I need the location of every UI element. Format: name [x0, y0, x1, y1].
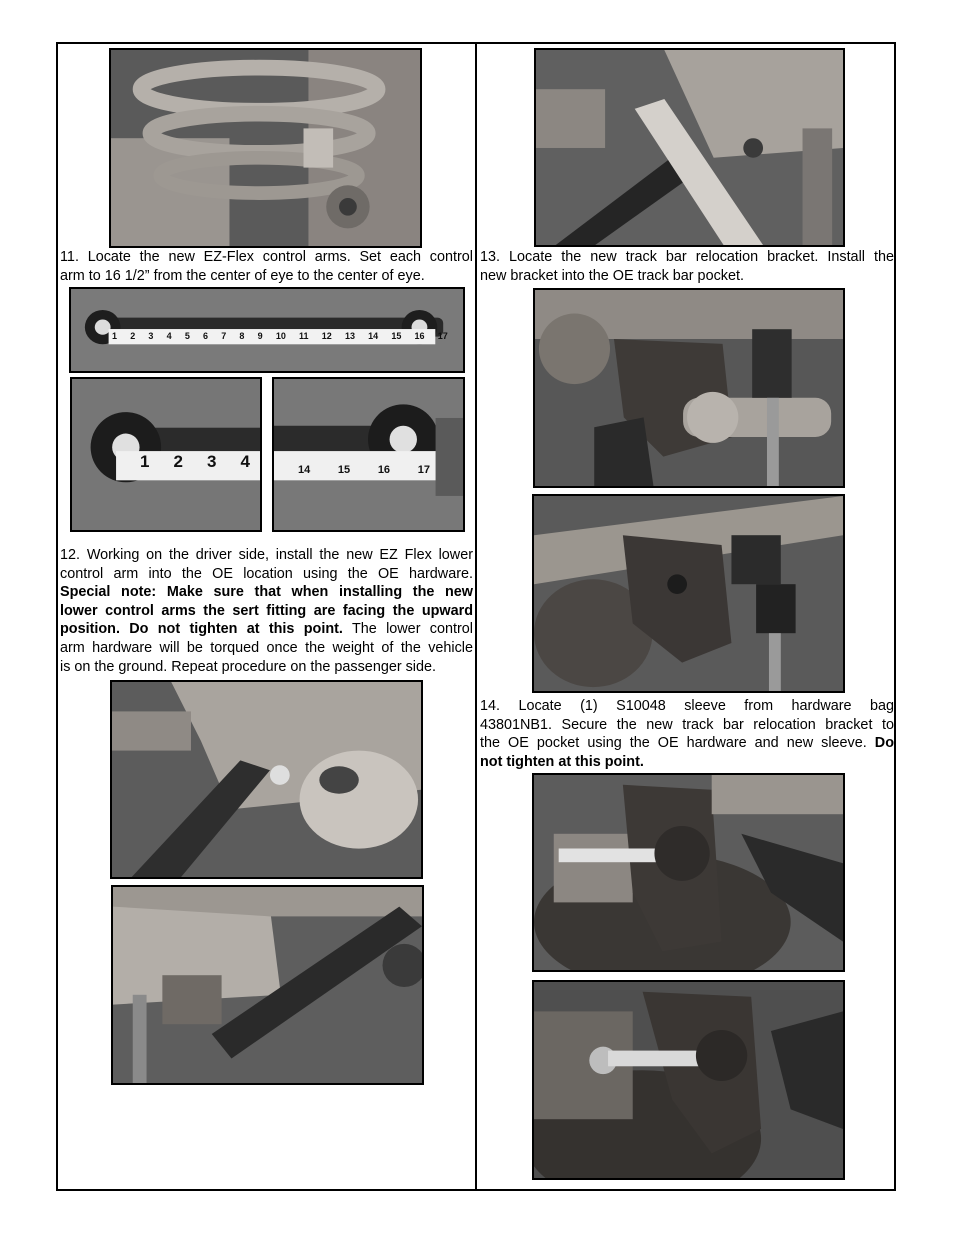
photo-installing-lower-arm [110, 680, 423, 879]
tape-tick-label: 1 [112, 331, 118, 341]
special-note-bold: Special note: Make sure that when installing the new [60, 584, 473, 601]
special-note-bold: lower control arms the sert fitting are facing the upward [60, 602, 473, 619]
step-12-line-1: 12. Working on the driver side, install the new EZ Flex lower [60, 547, 473, 563]
step-12-line-5-rest: The lower control [342, 621, 473, 638]
tape-tick-label: 2 [173, 452, 183, 471]
tape-tick-label: 7 [221, 331, 227, 341]
step-14-line-3-text: the OE pocket using the OE hardware and new sleeve. [480, 735, 867, 752]
tape-tick-label: 11 [299, 331, 309, 341]
tape-tick-label: 15 [391, 331, 402, 341]
column-divider [475, 42, 477, 1191]
tape-tick-label: 17 [437, 331, 448, 341]
tape-tick-label: 14 [298, 464, 311, 476]
step-14-line-4 [480, 753, 894, 772]
step-12-line-6: arm hardware will be torqued once the weight of the vehicle [60, 639, 473, 656]
tape-tick-label: 3 [148, 331, 154, 341]
tape-end-labels [298, 464, 430, 478]
tape-tick-label: 17 [417, 464, 430, 476]
tape-tick-label: 2 [130, 331, 136, 341]
step-14-line-3 [480, 734, 894, 753]
step-11-line-1: 11. Locate the new EZ-Flex control arms. Set each control [60, 249, 473, 265]
photo-bracket-in-place [532, 494, 845, 693]
tape-tick-label: 3 [207, 452, 217, 471]
step-14-text [480, 697, 894, 771]
do-not-tighten-bold: not tighten at this point. [480, 753, 644, 770]
step-14-line-2: 43801NB1. Secure the new track bar relocation bracket to [480, 716, 894, 733]
tape-tick-label: 9 [257, 331, 263, 341]
step-11-line-2: arm to 16 1/2” from the center of eye to the center of eye. [60, 267, 425, 284]
photo-bracket-secured [532, 980, 845, 1180]
tape-tick-label: 6 [203, 331, 209, 341]
step-12-line-4 [60, 602, 473, 621]
photo-coil-spring [109, 48, 422, 248]
step-12-line-7: is on the ground. Repeat procedure on the passenger side. [60, 658, 437, 675]
tape-tick-label: 13 [344, 331, 355, 341]
photo-bracket-into-pocket [533, 288, 845, 488]
step-12-line-5 [60, 620, 473, 639]
tape-tick-label: 12 [321, 331, 332, 341]
tape-tick-label: 8 [239, 331, 245, 341]
photo-control-arm-measurement [69, 287, 465, 373]
step-12-line-3 [60, 583, 473, 602]
step-13-line-2: new bracket into the OE track bar pocket. [480, 267, 744, 284]
step-13-line-1: 13. Locate the new track bar relocation bracket. Install the [480, 249, 894, 265]
do-not-tighten-bold: position. Do not tighten at this point. [60, 621, 343, 638]
tape-tick-label: 16 [377, 464, 391, 476]
photo-sleeve-secured [532, 773, 845, 972]
tape-start-labels [140, 452, 250, 472]
tape-tick-label: 14 [368, 331, 379, 341]
step-12-line-2: control arm into the OE location using the OE hardware. [60, 565, 473, 582]
step-13-text [480, 248, 894, 285]
tape-tick-label: 15 [337, 464, 351, 476]
step-11-text [60, 248, 473, 285]
tape-tick-label: 5 [184, 331, 190, 341]
photo-tape-end [272, 377, 465, 532]
tape-tick-label: 1 [140, 452, 150, 471]
tape-tick-label: 10 [275, 331, 286, 341]
tape-tick-label: 4 [166, 331, 172, 341]
photo-lower-arm-installed [111, 885, 424, 1085]
do-bold: Do [866, 735, 894, 752]
step-12-text [60, 546, 473, 676]
tape-long-labels [112, 331, 448, 345]
photo-track-bar-area [534, 48, 845, 247]
step-14-line-1: 14. Locate (1) S10048 sleeve from hardware bag [480, 698, 894, 714]
tape-tick-label: 4 [240, 452, 250, 471]
tape-tick-label: 16 [414, 331, 425, 341]
